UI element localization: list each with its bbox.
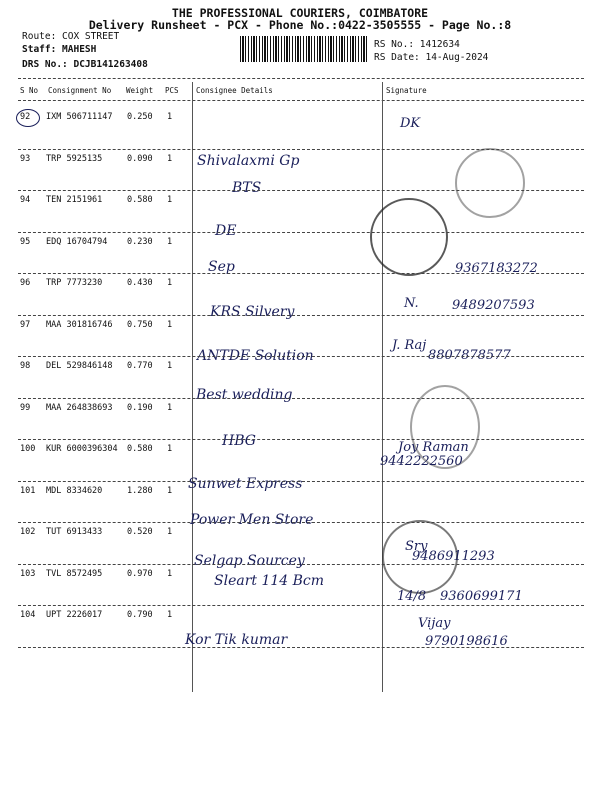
serial-number: 100 (20, 444, 36, 454)
weight-value: 0.750 (127, 319, 153, 330)
pieces-count: 1 (167, 444, 173, 454)
consignee-handwriting: Selgap Sourcey (194, 553, 305, 569)
serial-number: 98 (20, 361, 31, 371)
receiver-phone: 9489207593 (452, 298, 535, 313)
receiver-phone: 9367183272 (455, 260, 538, 276)
receiver-signature: DK (400, 116, 421, 131)
barcode-image (240, 36, 368, 62)
rs-date: RS Date: 14-Aug-2024 (374, 52, 489, 63)
receiver-signature: Sry (405, 539, 428, 554)
serial-number: 92 (20, 112, 31, 122)
weight-value: 0.580 (127, 444, 153, 454)
serial-number: 96 (20, 278, 31, 288)
pieces-count: 1 (167, 278, 173, 288)
receiver-phone: 9442222560 (380, 454, 463, 469)
pieces-count: 1 (167, 485, 173, 496)
receiver-phone: 9360699171 (440, 588, 523, 604)
consignment-number: MDL 8334620 (46, 485, 103, 496)
table-row (0, 150, 600, 196)
consignment-number: TVL 8572495 (46, 568, 103, 579)
col-consignee: Consignee Details (196, 86, 273, 95)
pieces-count: 1 (167, 527, 173, 537)
serial-number: 93 (20, 153, 31, 164)
col-signature: Signature (386, 86, 427, 95)
table-row (0, 482, 600, 528)
header-divider (18, 78, 584, 79)
consignment-number: UPT 2226017 (46, 610, 103, 620)
weight-value: 0.790 (127, 610, 153, 620)
staff-label: Staff: MAHESH (22, 44, 97, 55)
serial-number: 94 (20, 195, 31, 205)
serial-number: 101 (20, 485, 36, 496)
weight-value: 0.230 (127, 236, 153, 247)
table-row (0, 316, 600, 364)
runsheet-title: Delivery Runsheet - PCX - Phone No.:0422-3505555 - Page No.:8 (88, 18, 512, 32)
consignee-handwriting: Sleart 114 Bcm (214, 572, 325, 589)
receiver-phone: 9790198616 (425, 634, 508, 649)
consignment-number: KUR 6000396304 (46, 444, 118, 454)
weight-value: 0.190 (127, 402, 153, 413)
consignment-number: MAA 301816746 (46, 319, 113, 330)
col-consignment: Consignment No (48, 86, 112, 95)
consignee-handwriting: Shivalaxmi Gp (197, 153, 300, 169)
table-row (0, 357, 600, 403)
weight-value: 0.090 (127, 153, 153, 164)
consignee-handwriting: BTS (232, 179, 262, 196)
consignment-number: MAA 264838693 (46, 402, 113, 413)
serial-number: 95 (20, 236, 31, 247)
column-divider (18, 100, 584, 101)
weight-value: 1.280 (127, 485, 153, 496)
receiver-signature: N. (404, 296, 419, 311)
col-pcs: PCS (165, 86, 179, 95)
pieces-count: 1 (167, 610, 173, 620)
company-title: THE PROFESSIONAL COURIERS, COIMBATORE (171, 6, 429, 20)
consignee-handwriting: Sunwet Express (188, 476, 303, 492)
weight-value: 0.770 (127, 361, 153, 371)
consignee-handwriting: Best wedding (196, 387, 293, 403)
receiver-signature: J. Raj (392, 337, 427, 353)
pieces-count: 1 (167, 402, 173, 413)
consignee-handwriting: ANTDE Solution (197, 347, 314, 364)
serial-number: 97 (20, 319, 31, 330)
consignee-handwriting: HBG (222, 432, 256, 449)
weight-value: 0.250 (127, 112, 153, 122)
table-row (0, 274, 600, 320)
table-row (0, 565, 600, 606)
serial-number: 99 (20, 402, 31, 413)
weight-value: 0.580 (127, 195, 153, 205)
consignment-number: TRP 7773230 (46, 278, 103, 288)
receiver-signature: 14/8 (397, 588, 427, 604)
pieces-count: 1 (167, 236, 173, 247)
table-row (0, 606, 600, 647)
serial-number: 102 (20, 527, 36, 537)
receiver-signature: Joy Raman (398, 440, 469, 455)
weight-value: 0.520 (127, 527, 153, 537)
pieces-count: 1 (167, 568, 173, 579)
weight-value: 0.430 (127, 278, 153, 288)
pieces-count: 1 (167, 361, 173, 371)
consignment-number: TUT 6913433 (46, 527, 103, 537)
table-row (0, 233, 600, 274)
pieces-count: 1 (167, 153, 173, 164)
table-row (0, 191, 600, 239)
pieces-count: 1 (167, 195, 173, 205)
col-sno: S No (20, 86, 39, 95)
pieces-count: 1 (167, 319, 173, 330)
receiver-phone: 8807878577 (428, 347, 511, 363)
drs-number: DRS No.: DCJB141263408 (22, 59, 148, 70)
consignee-handwriting: KRS Silvery (210, 304, 295, 320)
col-weight: Weight (126, 86, 154, 95)
serial-number: 104 (20, 610, 36, 620)
pieces-count: 1 (167, 112, 173, 122)
consignee-handwriting: DE (215, 223, 237, 239)
consignment-number: TRP 5925135 (46, 153, 103, 164)
route-label: Route: COX STREET (22, 31, 120, 42)
consignment-number: TEN 2151961 (46, 195, 103, 205)
circled-mark (16, 109, 40, 127)
rs-number: RS No.: 1412634 (374, 39, 460, 50)
consignment-number: IXM 506711147 (46, 112, 113, 122)
receiver-signature: Vijay (418, 616, 451, 631)
consignee-handwriting: Kor Tik kumar (185, 632, 288, 648)
consignment-number: EDQ 16704794 (46, 236, 108, 247)
weight-value: 0.970 (127, 568, 153, 579)
row-divider (18, 647, 584, 648)
consignment-number: DEL 529846148 (46, 361, 113, 371)
serial-number: 103 (20, 568, 36, 579)
consignee-handwriting: Power Men Store (190, 511, 314, 528)
consignee-handwriting: Sep (208, 258, 235, 275)
table-row (0, 523, 600, 569)
receiver-phone: 9486911293 (412, 549, 495, 564)
